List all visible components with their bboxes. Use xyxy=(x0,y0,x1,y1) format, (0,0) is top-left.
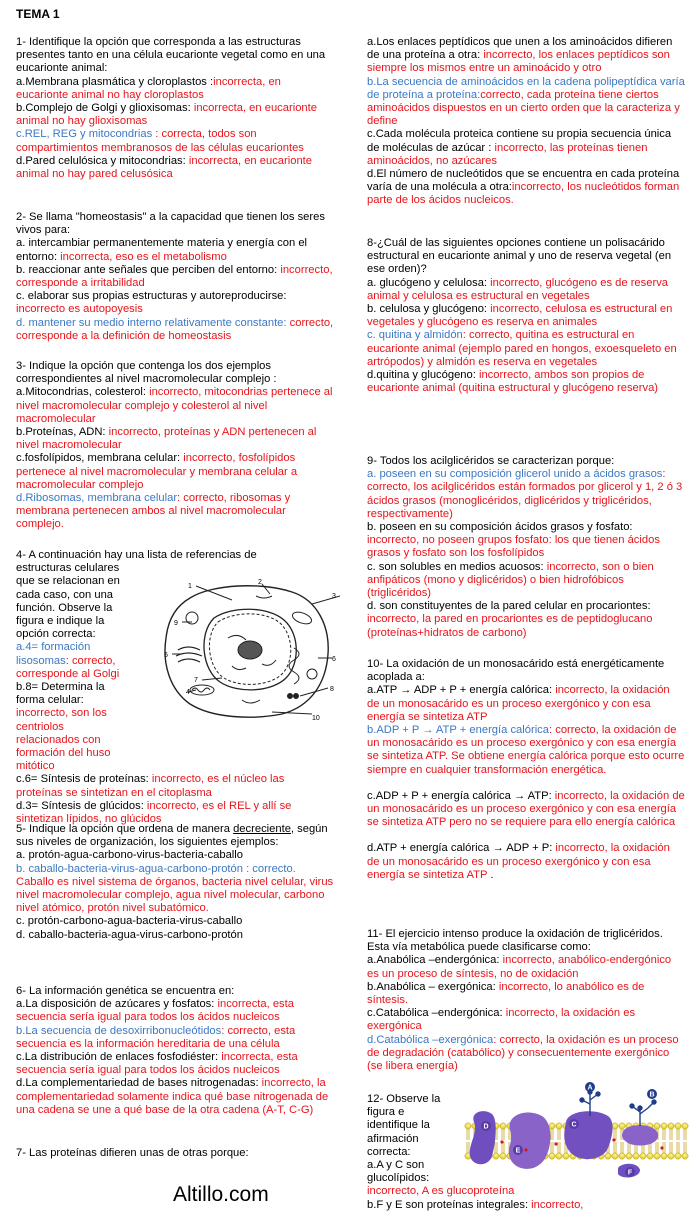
question-10 xyxy=(367,658,685,882)
lipid-head xyxy=(605,1153,611,1159)
q6-option-d[interactable] xyxy=(16,1077,334,1117)
fig-label-5: 5 xyxy=(164,652,168,659)
q11-b-feedback: incorrecto, lo anabólico es de síntesis. xyxy=(367,980,645,1007)
page-title: TEMA 1 xyxy=(16,7,60,21)
q2-option-a[interactable] xyxy=(16,237,334,263)
q7-b-text: b.La secuencia de aminoácidos en la cadena polipeptídica varía de proteína a proteína: xyxy=(367,75,685,101)
q3-d-text: d.Ribosomas, membrana celular xyxy=(16,492,178,505)
q8-c-feedback: : correcto, quitina es estructural en eucarionte animal (ejemplo pared en hongos, exoesqueleto en artrópodos) y almidón es reserva en vegetales xyxy=(367,329,677,368)
q6-option-a[interactable] xyxy=(16,998,334,1024)
integral-protein-right xyxy=(564,1111,612,1159)
lipid-head xyxy=(493,1153,499,1159)
q1-option-a[interactable] xyxy=(16,76,334,102)
q12-option-a[interactable]: a.A y C son glucolípidos: xyxy=(367,1159,430,1185)
q7-c-text: c.Cada molécula proteica contiene su propia secuencia única de moléculas de azúcar : xyxy=(367,128,672,154)
q1-d-text: d.Pared celulósica y mitocondrias: xyxy=(16,154,189,167)
q5-stem xyxy=(16,823,334,849)
nucleolus xyxy=(238,641,262,659)
q7-option-c[interactable] xyxy=(367,128,685,168)
q10-d-feedback: incorrecto, la oxidación de un monosacárido es un proceso exergónico y con esa energía se sintetiza ATP xyxy=(367,842,670,881)
q3-b-text: b.Proteínas, ADN: xyxy=(16,426,109,439)
lipid-head xyxy=(640,1153,646,1159)
lipid-head xyxy=(549,1123,555,1129)
q8-c-text: c. quitina y almidón xyxy=(367,329,463,342)
q11-option-d[interactable] xyxy=(367,1034,685,1074)
q1-a-feedback: incorrecta, en eucarionte animal no hay cloroplastos xyxy=(16,75,281,101)
question-7-stem-block xyxy=(16,1147,334,1160)
q7-a-text: a.Los enlaces peptídicos que unen a los aminoácidos difieren de una proteína a otra: xyxy=(367,36,673,62)
lipid-head xyxy=(619,1153,625,1159)
q3-option-d[interactable] xyxy=(16,492,334,532)
centriole-1 xyxy=(288,694,293,699)
q9-option-b[interactable] xyxy=(367,521,685,561)
q9-option-c[interactable] xyxy=(367,561,685,601)
q12-b-feedback: incorrecto, xyxy=(531,1198,584,1211)
q2-a-feedback: incorrecta, eso es el metabolismo xyxy=(60,250,227,263)
q11-d-text: d.Catabólica –exergónica xyxy=(367,1033,494,1046)
lipid-head xyxy=(682,1123,688,1129)
q4-c-text: c.6= Síntesis de proteínas: xyxy=(16,773,152,786)
lipid-head xyxy=(500,1153,506,1159)
membrane-label-c: C xyxy=(571,1121,577,1129)
q6-option-c[interactable] xyxy=(16,1051,334,1077)
q11-a-feedback: incorrecto, anabólico-endergónico es un proceso de síntesis, no de oxidación xyxy=(367,954,672,980)
q6-c-feedback: incorrecta, esta secuencia sería igual para todos los ácidos nucleicos xyxy=(16,1051,298,1077)
q6-a-feedback: incorrecta, esta secuencia sería igual para todos los ácidos nucleicos xyxy=(16,998,294,1024)
q12-b-text: b.F y E son proteínas integrales: xyxy=(367,1198,532,1211)
q9-d-text: d. son constituyentes de la pared celular en procariontes: xyxy=(367,600,651,613)
q12-option-a-feedback: incorrecto, A es glucoproteína xyxy=(367,1185,515,1198)
lipid-head xyxy=(633,1153,639,1159)
q1-option-d[interactable] xyxy=(16,155,334,181)
q6-d-text: d.La complementariedad de bases nitrogenadas: xyxy=(16,1077,259,1090)
membrane-label-d: D xyxy=(483,1123,489,1131)
centriole-2 xyxy=(294,694,299,699)
fig-label-8: 8 xyxy=(330,686,334,693)
lipid-head xyxy=(675,1123,681,1129)
q5-option-d[interactable]: d. caballo-bacteria-agua-virus-carbono-protón xyxy=(16,928,243,941)
q3-stem: 3- Indique la opción que contenga los dos ejemplos correspondientes al nivel macromolecular complejo : xyxy=(16,360,277,386)
lipid-head xyxy=(556,1123,562,1129)
question-3 xyxy=(16,360,334,532)
q5-stem-underlined: decreciente xyxy=(233,823,291,835)
q9-d-feedback: incorrecto, la pared en procariontes es de peptidoglucano (proteínas+hidratos de carbono) xyxy=(367,613,653,639)
question-9 xyxy=(367,455,685,640)
question-1 xyxy=(16,36,334,181)
q6-d-feedback: incorrecto, la complementariedad solamente indica qué base nitrogenada de una cadena se une a qué base de la otra cadena (A-T, C-G) xyxy=(16,1077,329,1116)
q11-stem: 11- El ejercicio intenso produce la oxidación de triglicéridos. Esta vía metabólica puede clasificarse como: xyxy=(367,928,663,954)
q3-c-feedback: incorrecto, fosfolípidos pertenece al nivel macromolecular y membrana celular a macromolecular complejo xyxy=(16,452,298,491)
q1-d-feedback: incorrecta, en eucarionte animal no hay pared celusósica xyxy=(16,154,313,181)
q1-option-c[interactable] xyxy=(16,128,334,154)
q5-option-a[interactable]: a. protón-agua-carbono-virus-bacteria-caballo xyxy=(16,849,243,862)
q4-b-feedback: incorrecto, son los centriolos relacionados con formación del huso mitótico xyxy=(16,707,111,773)
lipid-head xyxy=(626,1153,632,1159)
q5-option-b-feedback: Caballo es nivel sistema de órganos, bacteria nivel celular, virus nivel macromolecular complejo, agua nivel molecular, carbono nivel atómico, protón nivel subatómico. xyxy=(16,875,334,915)
q3-option-c[interactable] xyxy=(16,452,334,492)
q8-option-a[interactable] xyxy=(367,277,685,303)
q8-a-feedback: incorrecto, glucógeno es de reserva animal y celulosa es estructural en vegetales xyxy=(367,276,669,302)
question-2 xyxy=(16,211,334,343)
q8-option-c[interactable] xyxy=(367,329,685,369)
q10-option-a[interactable] xyxy=(367,684,685,724)
q9-a-feedback: : correcto, los acilglicéridos están formados por glicerol y 1, 2 ó 3 ácidos grasos (monoglicéridos, diglicéridos y triglicéridos, respectivamente) xyxy=(367,468,683,520)
lipid-head xyxy=(549,1153,555,1159)
q7-option-d[interactable] xyxy=(367,168,685,208)
q4-stem-continued: que se relacionan en cada caso, con una función. Observe la figura e indique la opción correcta: xyxy=(16,575,120,641)
q10-a-feedback: incorrecto, la oxidación de un monosacárido es un proceso exergónico y con esa energía se sintetiza ATP xyxy=(367,684,670,723)
lipid-head xyxy=(675,1153,681,1159)
q10-option-c[interactable] xyxy=(367,790,685,830)
q9-option-d[interactable] xyxy=(367,600,685,640)
q7-stem: 7- Las proteínas difieren unas de otras porque: xyxy=(16,1147,249,1159)
q6-c-text: c.La distribución de enlaces fosfodiéster: xyxy=(16,1051,222,1064)
lipid-head xyxy=(647,1153,653,1159)
fig-label-2: 2 xyxy=(258,579,262,586)
q11-a-text: a.Anabólica –endergónica: xyxy=(367,954,503,967)
question-7 xyxy=(367,36,685,208)
q10-b-text: b.ADP + P → ATP + energía calórica xyxy=(367,724,550,737)
question-6 xyxy=(16,985,334,1117)
q8-stem: 8-¿Cuál de las siguientes opciones contiene un polisacárido estructural en eucarionte animal y uno de reserva vegetal (en ese orden)? xyxy=(367,237,672,276)
q10-d-tail: . xyxy=(487,868,494,881)
lipid-head xyxy=(556,1153,562,1159)
q2-option-d[interactable] xyxy=(16,317,334,343)
q8-option-d[interactable] xyxy=(367,369,685,395)
lipid-head xyxy=(668,1153,674,1159)
q7-c-feedback: incorrecto, las proteínas tienen aminoácidos, no azúcares xyxy=(367,141,648,167)
q11-option-c[interactable] xyxy=(367,1007,685,1033)
q9-b-feedback: incorrecto, no poseen grupos fosfato: los que tienen ácidos grasos y fosfato son los fosfolípidos xyxy=(367,534,660,560)
lipid-head xyxy=(465,1123,471,1129)
q1-a-text: a.Membrana plasmática y cloroplastos : xyxy=(16,75,214,88)
q5-stem-end: , según sus niveles de organización, los siguientes ejemplos: xyxy=(16,823,328,849)
q10-stem: 10- La oxidación de un monosacárido está energéticamente acoplada a: xyxy=(367,658,665,684)
fig-label-10: 10 xyxy=(312,715,320,722)
lipid-head xyxy=(654,1123,660,1129)
q5-option-b[interactable]: b. caballo-bacteria-virus-agua-carbono-protón : correcto. xyxy=(16,862,296,875)
q8-option-b[interactable] xyxy=(367,303,685,329)
q7-option-a[interactable] xyxy=(367,36,685,76)
lipid-head xyxy=(563,1153,569,1159)
q10-c-feedback: incorrecto, la oxidación de un monosacárido es un proceso exergónico y con esa energía se sintetiza ATP pero no se requiere para ello energía calórica xyxy=(367,789,685,829)
q8-d-feedback: incorrecto, ambos son propios de eucarionte animal (quitina estructural y glucógeno reserva) xyxy=(367,369,659,395)
integral-protein-center xyxy=(509,1112,551,1168)
q12-option-b[interactable] xyxy=(367,1199,685,1212)
q5-option-c[interactable]: c. protón-carbono-agua-bacteria-virus-caballo xyxy=(16,915,243,928)
membrane-label-f: F xyxy=(627,1169,633,1177)
q6-b-feedback: : correcto, esta secuencia es la información hereditaria de una célula xyxy=(16,1024,296,1050)
q4-d-text: d.3= Síntesis de glúcidos: xyxy=(16,799,147,812)
question-8 xyxy=(367,237,685,395)
q3-d-feedback: : correcto, ribosomas y membrana pertenecen ambos al nivel macromolecular complejo. xyxy=(16,492,291,531)
q6-option-b[interactable] xyxy=(16,1025,334,1051)
lipid-head xyxy=(612,1123,618,1129)
q2-b-text: b. reaccionar ante señales que perciben del entorno: xyxy=(16,263,281,276)
q12-stem: 12- Observe la figura e identifique la afirmación correcta: xyxy=(367,1093,441,1158)
fig-label-6: 6 xyxy=(332,656,336,663)
q2-c-text: c. elaborar sus propias estructuras y autoreproducirse: xyxy=(16,290,287,303)
q7-b-feedback: correcto, cada proteína tiene ciertos aminoácidos dispuestos en un cierto orden que la caracteriza y define xyxy=(367,88,680,128)
q2-c-feedback: incorrecto es autopoyesis xyxy=(16,303,143,316)
q8-a-text: a. glucógeno y celulosa: xyxy=(367,276,491,289)
q1-b-text: b.Complejo de Golgi y glioxisomas: xyxy=(16,102,194,115)
q1-stem: 1- Identifique la opción que corresponda a las estructuras presentes tanto en una célula eucarionte vegetal como en una eucarionte animal: xyxy=(16,36,326,75)
membrane-label-e: E xyxy=(515,1147,521,1155)
q2-option-b[interactable] xyxy=(16,264,334,290)
q2-stem: 2- Se llama "homeostasis" a la capacidad que tienen los seres vivos para: xyxy=(16,211,325,237)
lipid-head xyxy=(668,1123,674,1129)
q4-b-text: b.8= Determina la forma celular: xyxy=(16,681,105,707)
fig-label-9: 9 xyxy=(174,620,178,627)
q11-b-text: b.Anabólica – exergónica: xyxy=(367,980,499,993)
q11-option-b[interactable] xyxy=(367,981,685,1007)
question-5 xyxy=(16,823,334,942)
q1-c-feedback: : correcta, todos son compartimientos membranosos de las células eucariontes xyxy=(16,128,304,154)
q11-c-feedback: incorrecto, la oxidación es exergónica xyxy=(367,1007,636,1033)
q2-option-c[interactable] xyxy=(16,290,334,316)
q8-b-feedback: incorrecto, celulosa es estructural en vegetales y glucógeno es reserva en animales xyxy=(367,303,673,329)
animal-cell-figure xyxy=(152,578,340,724)
question-11 xyxy=(367,928,685,1073)
q10-b-feedback: : correcto, la oxidación de un monosacárido es un proceso exergónico y con esa energía se sintetiza ATP. Se obtiene energía calórica porque esto ocurre siempre en cualquier transformación energética. xyxy=(367,724,685,776)
q10-option-b[interactable] xyxy=(367,724,685,777)
q1-b-feedback: incorrecta, en eucarionte animal no hay glioxisomas xyxy=(16,102,317,128)
q7-d-text: d.El número de nucleótidos que se encuentra en cada proteína varía de una molécula a otra: xyxy=(367,168,680,194)
q10-option-d[interactable] xyxy=(367,842,685,882)
q7-a-feedback: incorrecto, los enlaces peptídicos son siempre los mismos entre un aminoácido y otro xyxy=(367,49,670,75)
lipid-head xyxy=(682,1153,688,1159)
q4-stem: 4- A continuación hay una lista de referencias de estructuras celulares xyxy=(16,549,257,575)
q5-stem-start: 5- Indique la opción que ordena de manera xyxy=(16,823,234,835)
integral-protein-left xyxy=(470,1111,496,1164)
q3-option-a[interactable] xyxy=(16,386,334,426)
q6-b-text: b.La secuencia de desoxirribonucleótidos xyxy=(16,1024,222,1037)
q9-b-text: b. poseen en su composición ácidos grasos y fosfato: xyxy=(367,521,633,534)
q3-a-feedback: incorrecto, mitocondrias pertenece al nivel macromolecular complejo y colesterol al nivel macromolecular xyxy=(16,386,333,425)
q2-d-text: d. mantener su medio interno relativamente constante: xyxy=(16,316,287,329)
lipid-head xyxy=(619,1123,625,1129)
lipid-head xyxy=(500,1123,506,1129)
q8-b-text: b. celulosa y glucógeno: xyxy=(367,303,491,316)
q10-a-text: a.ATP → ADP + P + energía calórica: xyxy=(367,684,556,697)
q8-d-text: d.quitina y glucógeno: xyxy=(367,369,479,382)
q7-option-b[interactable] xyxy=(367,76,685,129)
q7-d-feedback: incorrecto, los nucleótidos forman parte de los ácidos nucleicos. xyxy=(367,181,680,207)
q11-c-text: c.Catabólica –endergónica: xyxy=(367,1007,506,1020)
mitochondrion-1 xyxy=(190,685,214,695)
q9-a-text: a. poseen en su composición glicerol unido a ácidos grasos xyxy=(367,468,663,481)
q11-option-a[interactable] xyxy=(367,954,685,980)
q4-c-feedback: incorrecto, es el núcleo las proteínas se sintetizan en el citoplasma xyxy=(16,773,285,799)
q4-option-a[interactable] xyxy=(16,641,130,681)
q1-c-text: c.REL, REG y mitocondrias xyxy=(16,128,153,141)
mitochondrion-2 xyxy=(291,610,313,626)
q9-stem: 9- Todos los acilglicéridos se caracterizan porque: xyxy=(367,455,615,467)
q10-d-text: d.ATP + energía calórica → ADP + P: xyxy=(367,842,556,855)
q9-c-feedback: incorrecto, son o bien anfipáticos (mono y diglicéridos) o bien hidrofóbicos (triglicéridos) xyxy=(367,560,654,600)
q3-c-text: c.fosfolípidos, membrana celular: xyxy=(16,452,184,465)
lipid-head xyxy=(612,1153,618,1159)
peripheral-protein-right xyxy=(622,1125,658,1145)
q2-d-feedback: correcto, corresponde a la definición de homeostasis xyxy=(16,316,334,342)
q10-c-text: c.ADP + P + energía calórica → ATP: xyxy=(367,789,555,802)
lipid-head xyxy=(654,1153,660,1159)
lipid-head xyxy=(661,1123,667,1129)
q4-option-b[interactable] xyxy=(16,681,130,773)
q4-d-feedback: incorrecto, es el REL y allí se sintetizan lípidos, no glúcidos xyxy=(16,799,292,826)
q4-a-feedback: : correcto, corresponde al Golgi xyxy=(16,654,120,680)
q9-c-text: c. son solubles en medios acuosos: xyxy=(367,560,547,573)
q3-option-b[interactable] xyxy=(16,426,334,452)
membrane-figure xyxy=(462,1082,692,1182)
fig-label-1: 1 xyxy=(188,583,192,590)
membrane-label-a: A xyxy=(587,1084,593,1092)
q2-b-feedback: incorrecto, corresponde a irritabilidad xyxy=(16,263,333,290)
lipid-head xyxy=(661,1153,667,1159)
q6-a-text: a.La disposición de azúcares y fosfatos: xyxy=(16,998,218,1011)
q4-option-c[interactable] xyxy=(16,773,334,799)
fig-label-4: 4 xyxy=(186,689,190,696)
q4-a-text: a.4= formación lisosomas xyxy=(16,641,91,667)
q3-a-text: a.Mitocondrias, colesterol: xyxy=(16,386,150,399)
membrane-label-b: B xyxy=(649,1091,655,1099)
fig-label-7: 7 xyxy=(194,677,198,684)
q11-d-feedback: : correcto, la oxidación es un proceso de degradación (catabólico) y consecuentemente exergónico (se libera energía) xyxy=(367,1033,679,1073)
fig-label-3: 3 xyxy=(332,593,336,600)
q3-b-feedback: incorrecto, proteínas y ADN pertenecen al nivel macromolecular xyxy=(16,426,317,452)
site-footer-logo: Altillo.com xyxy=(173,1183,269,1206)
q9-option-a[interactable] xyxy=(367,468,685,521)
q2-a-text: a. intercambiar permanentemente materia y energía con el entorno: xyxy=(16,237,308,263)
q1-option-b[interactable] xyxy=(16,102,334,128)
q6-stem: 6- La información genética se encuentra en: xyxy=(16,985,235,997)
